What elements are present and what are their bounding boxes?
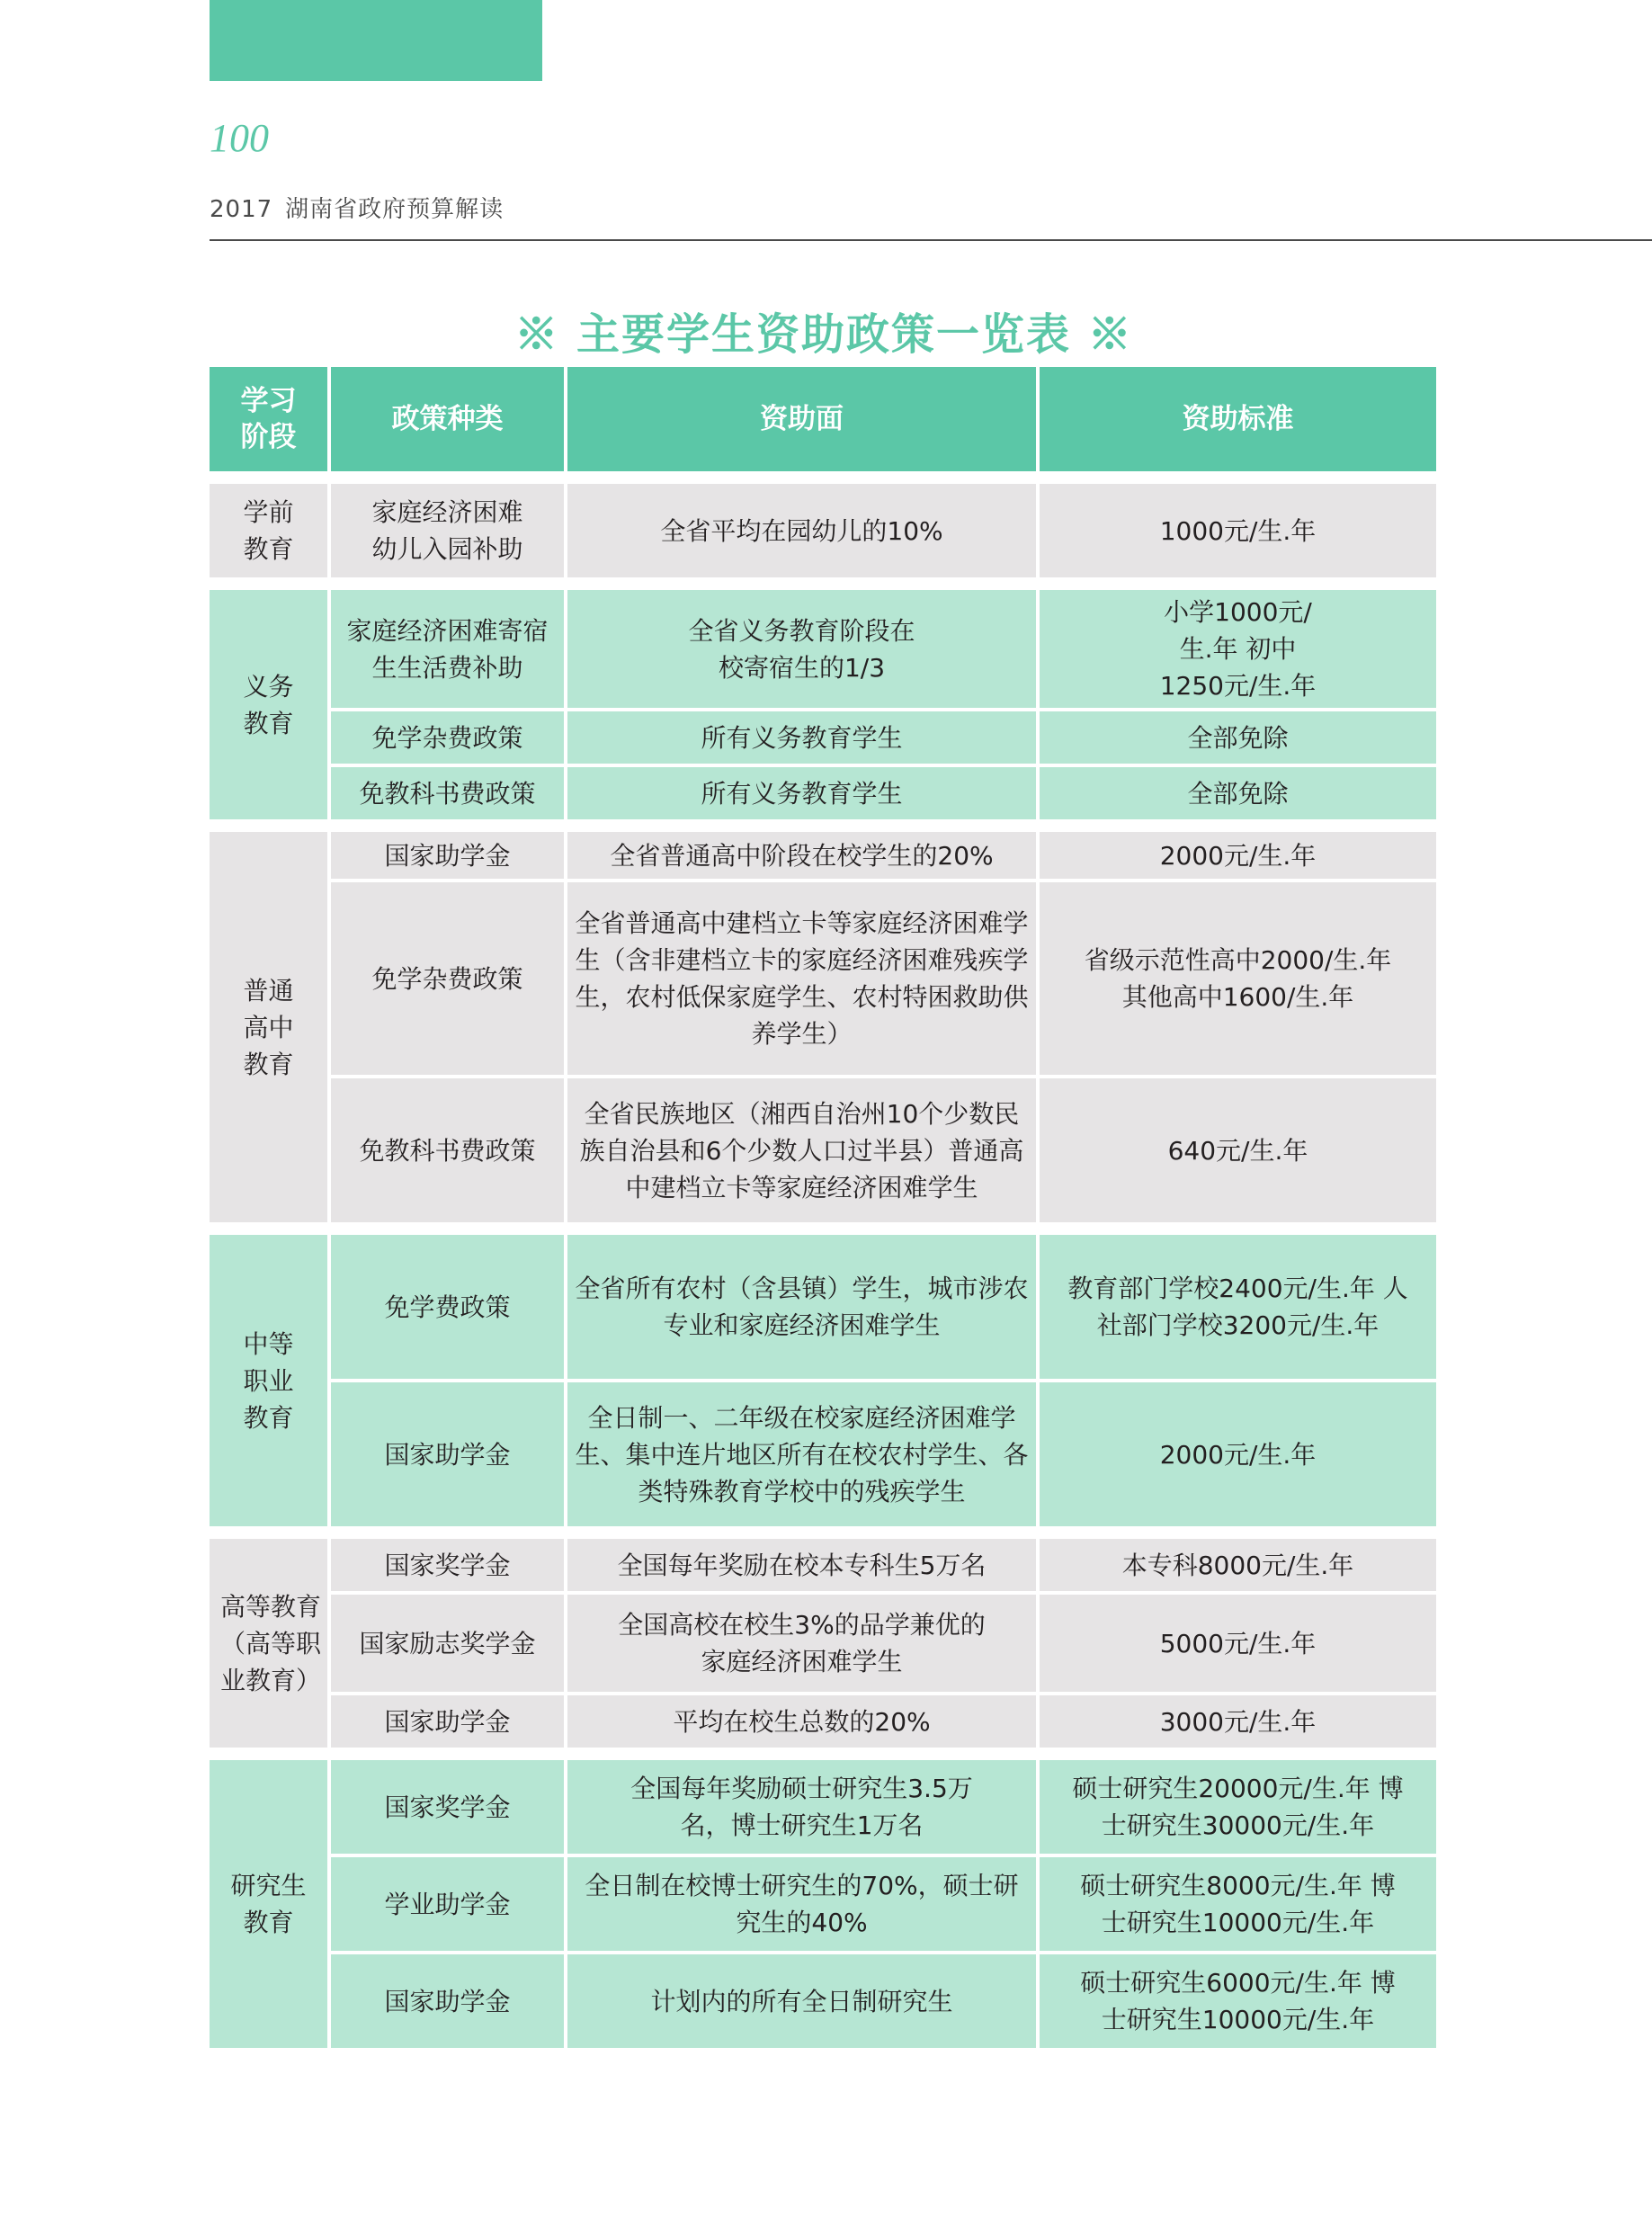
running-header [210, 191, 504, 224]
standard-cell: 硕士研究生6000元/生.年 博士研究生10000元/生.年 [1040, 1954, 1436, 2048]
column-header-policy: 政策种类 [331, 367, 564, 471]
stage-cell: 中等职业教育 [210, 1235, 327, 1526]
coverage-cell: 全国每年奖励在校本专科生5万名 [567, 1539, 1036, 1591]
table-row [210, 882, 1436, 1075]
header-year: 2017 [210, 196, 273, 223]
column-header-standard: 资助标准 [1040, 367, 1436, 471]
policy-cell: 学业助学金 [331, 1857, 564, 1951]
policy-cell: 家庭经济困难幼儿入园补助 [331, 484, 564, 577]
standard-cell: 2000元/生.年 [1040, 1382, 1436, 1526]
table-row [210, 711, 1436, 764]
standard-cell: 本专科8000元/生.年 [1040, 1539, 1436, 1591]
coverage-cell: 全省平均在园幼儿的10% [567, 484, 1036, 577]
standard-cell: 全部免除 [1040, 711, 1436, 764]
coverage-cell: 全省义务教育阶段在校寄宿生的1/3 [567, 590, 1036, 708]
table-title: ※ 主要学生资助政策一览表 ※ [514, 309, 1133, 360]
stage-cell: 普通高中教育 [210, 832, 327, 1222]
coverage-cell: 全国每年奖励硕士研究生3.5万名，博士研究生1万名 [567, 1760, 1036, 1854]
table-row [210, 1595, 1436, 1692]
coverage-cell: 全省普通高中阶段在校学生的20% [567, 832, 1036, 879]
column-header-stage: 学习阶段 [210, 367, 327, 471]
standard-cell: 1000元/生.年 [1040, 484, 1436, 577]
policy-cell: 家庭经济困难寄宿生生活费补助 [331, 590, 564, 708]
standard-cell: 全部免除 [1040, 767, 1436, 819]
standard-cell: 省级示范性高中2000/生.年 其他高中1600/生.年 [1040, 882, 1436, 1075]
policy-cell: 国家助学金 [331, 1382, 564, 1526]
policy-cell: 国家助学金 [331, 832, 564, 879]
coverage-cell: 所有义务教育学生 [567, 711, 1036, 764]
policy-cell: 免学杂费政策 [331, 882, 564, 1075]
student-aid-policy-table [206, 363, 1440, 2052]
table-row [210, 484, 1436, 577]
stage-cell: 高等教育（高等职业教育） [210, 1539, 327, 1748]
standard-cell: 5000元/生.年 [1040, 1595, 1436, 1692]
coverage-cell: 平均在校生总数的20% [567, 1695, 1036, 1748]
policy-cell: 国家助学金 [331, 1695, 564, 1748]
stage-cell: 学前教育 [210, 484, 327, 577]
standard-cell: 2000元/生.年 [1040, 832, 1436, 879]
stage-cell: 研究生教育 [210, 1760, 327, 2048]
standard-cell: 小学1000元/生.年 初中1250元/生.年 [1040, 590, 1436, 708]
policy-cell: 免学费政策 [331, 1235, 564, 1379]
table-row [210, 832, 1436, 879]
policy-cell: 国家奖学金 [331, 1539, 564, 1591]
coverage-cell: 全日制一、二年级在校家庭经济困难学生、集中连片地区所有在校农村学生、各类特殊教育学校中的残疾学生 [567, 1382, 1036, 1526]
table-row [210, 1539, 1436, 1591]
coverage-cell: 全省民族地区（湘西自治州10个少数民族自治县和6个少数人口过半县）普通高中建档立卡等家庭经济困难学生 [567, 1078, 1036, 1222]
table-row [210, 590, 1436, 708]
policy-cell: 国家助学金 [331, 1954, 564, 2048]
standard-cell: 硕士研究生20000元/生.年 博士研究生30000元/生.年 [1040, 1760, 1436, 1854]
table-row [210, 1954, 1436, 2048]
policy-cell: 免教科书费政策 [331, 767, 564, 819]
page-number: 100 [210, 116, 269, 160]
policy-cell: 免学杂费政策 [331, 711, 564, 764]
standard-cell: 640元/生.年 [1040, 1078, 1436, 1222]
table-row [210, 1235, 1436, 1379]
standard-cell: 3000元/生.年 [1040, 1695, 1436, 1748]
coverage-cell: 全省普通高中建档立卡等家庭经济困难学生（含非建档立卡的家庭经济困难残疾学生，农村低保家庭学生、农村特困救助供养学生） [567, 882, 1036, 1075]
policy-cell: 免教科书费政策 [331, 1078, 564, 1222]
table-header-row [210, 367, 1436, 471]
standard-cell: 硕士研究生8000元/生.年 博士研究生10000元/生.年 [1040, 1857, 1436, 1951]
coverage-cell: 全省所有农村（含县镇）学生，城市涉农专业和家庭经济困难学生 [567, 1235, 1036, 1379]
header-divider [210, 239, 1652, 241]
column-header-coverage: 资助面 [567, 367, 1036, 471]
coverage-cell: 计划内的所有全日制研究生 [567, 1954, 1036, 2048]
table-row [210, 1382, 1436, 1526]
coverage-cell: 全日制在校博士研究生的70%，硕士研究生的40% [567, 1857, 1036, 1951]
table-row [210, 767, 1436, 819]
header-book-title: 湖南省政府预算解读 [285, 196, 505, 223]
table-row [210, 1760, 1436, 1854]
table-row [210, 1857, 1436, 1951]
table-row [210, 1078, 1436, 1222]
header-tab-block [210, 0, 542, 81]
coverage-cell: 所有义务教育学生 [567, 767, 1036, 819]
stage-cell: 义务教育 [210, 590, 327, 819]
policy-cell: 国家奖学金 [331, 1760, 564, 1854]
policy-cell: 国家励志奖学金 [331, 1595, 564, 1692]
table-row [210, 1695, 1436, 1748]
standard-cell: 教育部门学校2400元/生.年 人社部门学校3200元/生.年 [1040, 1235, 1436, 1379]
coverage-cell: 全国高校在校生3%的品学兼优的家庭经济困难学生 [567, 1595, 1036, 1692]
